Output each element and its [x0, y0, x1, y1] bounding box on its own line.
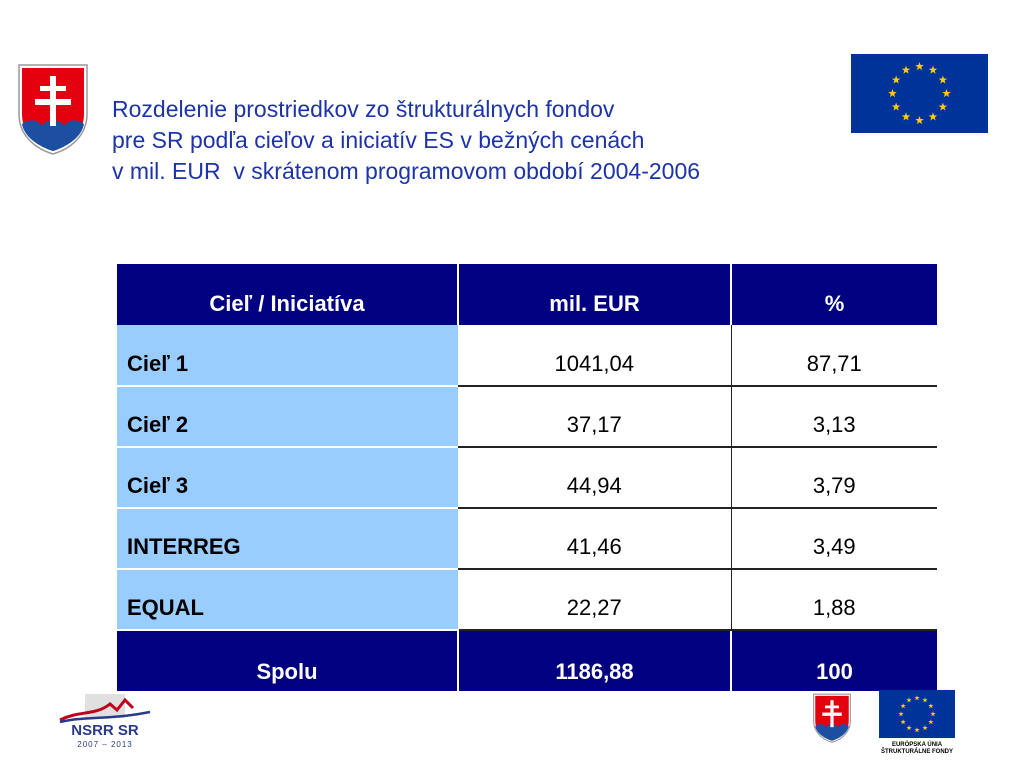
allocation-table: [117, 264, 937, 691]
table-total-row: [117, 630, 937, 691]
slovak-coat-of-arms-icon: [812, 692, 852, 744]
table-row: [117, 386, 937, 447]
row-eur: 41,46: [458, 508, 731, 569]
row-label: Cieľ 1: [117, 325, 458, 386]
nsrr-logo: [55, 690, 155, 756]
slovak-coat-of-arms-icon: [16, 62, 90, 156]
title-line-2: pre SR podľa cieľov a iniciatív ES v bežných cenách: [112, 127, 645, 153]
row-percent: 3,79: [731, 447, 937, 508]
row-percent: 87,71: [731, 325, 937, 386]
total-label: Spolu: [117, 630, 458, 691]
row-eur: 44,94: [458, 447, 731, 508]
row-eur: 22,27: [458, 569, 731, 630]
table-row: [117, 325, 937, 386]
nsrr-name: NSRR SR: [71, 722, 139, 739]
table-row: [117, 569, 937, 630]
eu-caption-line-1: EURÓPSKA ÚNIA: [891, 742, 943, 748]
eu-caption-line-2: ŠTRUKTURÁLNE FONDY: [881, 749, 953, 755]
row-percent: 3,49: [731, 508, 937, 569]
row-label: Cieľ 2: [117, 386, 458, 447]
table-header-row: [117, 264, 937, 325]
row-eur: 1041,04: [458, 325, 731, 386]
nsrr-mountain-icon: [55, 690, 155, 724]
nsrr-years: 2007 – 2013: [77, 740, 133, 749]
table-row: [117, 508, 937, 569]
table-row: [117, 447, 937, 508]
eu-flag-icon: [879, 690, 955, 738]
title-line-3: v mil. EUR v skrátenom programovom období 2004-2006: [112, 158, 701, 184]
page-title: [112, 94, 872, 187]
row-percent: 3,13: [731, 386, 937, 447]
header-goal: Cieľ / Iniciatíva: [117, 264, 458, 325]
total-eur: 1186,88: [458, 630, 731, 691]
eu-structural-funds-caption: [868, 742, 966, 756]
total-percent: 100: [731, 630, 937, 691]
row-percent: 1,88: [731, 569, 937, 630]
header-eur: mil. EUR: [458, 264, 731, 325]
row-label: EQUAL: [117, 569, 458, 630]
row-eur: 37,17: [458, 386, 731, 447]
title-line-1: Rozdelenie prostriedkov zo štrukturálnych fondov: [112, 96, 615, 122]
row-label: Cieľ 3: [117, 447, 458, 508]
header-percent: %: [731, 264, 937, 325]
row-label: INTERREG: [117, 508, 458, 569]
